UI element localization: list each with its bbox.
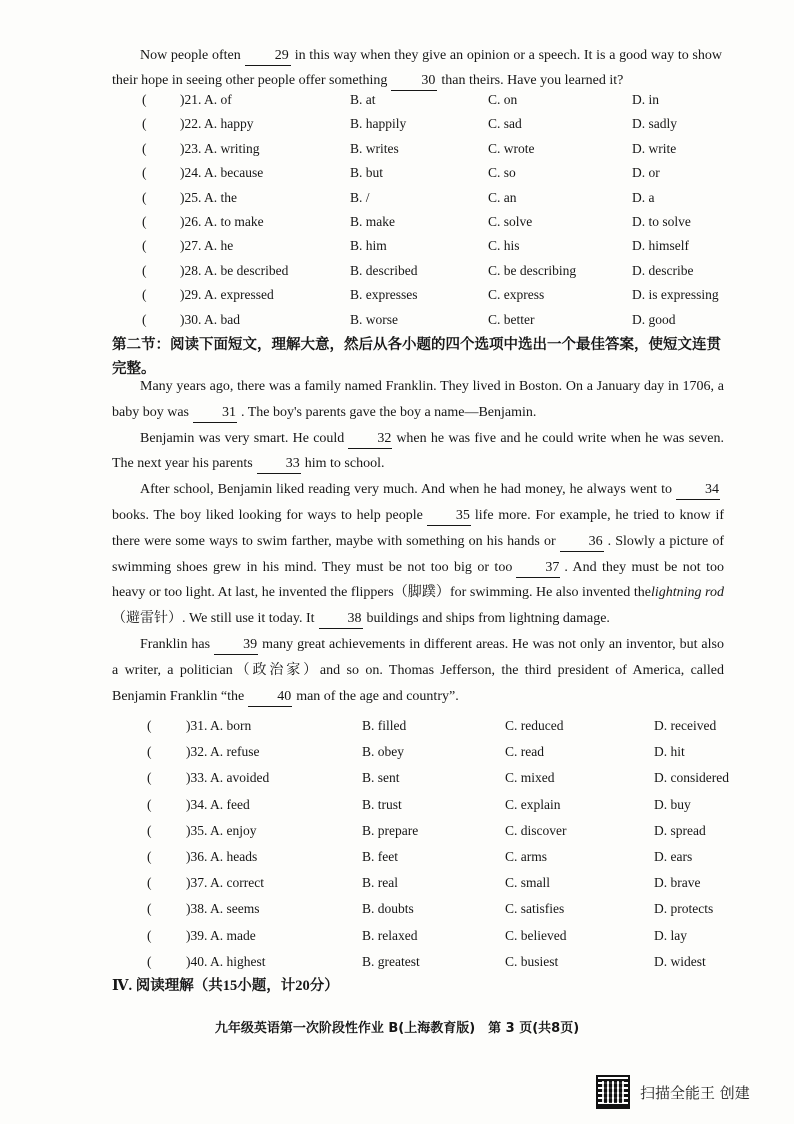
option-d: D. lay bbox=[654, 927, 687, 943]
question-number-option-a: )30. A. bad bbox=[180, 311, 240, 327]
passage2-paragraph-3: After school, Benjamin liked reading very much. And when he had money, he always went to 34books. The boy liked looking for ways to help people 35 life more. For example, he tried to know if there were some ways to swim farther, maybe with something on his hands or 36 . Slowly a picture of swimming shoes grew in his mind. They must be not too big or too 37 . And they must be not too heavy or too light. At last, he invented the flippers（脚蹼）for swimming. He also invented thelightning rod（避雷针）. We still use it today. It 38 buildings and ships from lightning damage. bbox=[112, 477, 724, 632]
passage2-paragraph-1: Many years ago, there was a family named Franklin. They lived in Boston. On a January day in 1706, a baby boy was 31 . The boy's parents gave the boy a name—Benjamin. bbox=[112, 374, 724, 426]
option-c: C. an bbox=[488, 189, 517, 205]
answer-bracket[interactable]: ( bbox=[147, 744, 152, 760]
question-row bbox=[0, 741, 794, 763]
answer-bracket[interactable]: ( bbox=[147, 953, 152, 969]
option-c: C. his bbox=[488, 238, 520, 254]
option-d: D. buy bbox=[654, 796, 691, 812]
passage2-paragraph-2: Benjamin was very smart. He could 32 when he was five and he could write when he was seven. The next year his parents 33 him to school. bbox=[112, 426, 724, 478]
question-number-option-a: )24. A. because bbox=[180, 165, 264, 181]
option-c: C. explain bbox=[505, 796, 561, 812]
blank-31: 31 bbox=[193, 404, 237, 423]
answer-bracket[interactable]: ( bbox=[147, 927, 152, 943]
section2-heading: 第二节：阅读下面短文，理解大意，然后从各小题的四个选项中选出一个最佳答案，使短文连贯完整。 bbox=[112, 337, 721, 377]
question-number-option-a: )32. A. refuse bbox=[186, 744, 260, 760]
option-b: B. at bbox=[350, 92, 376, 107]
option-b: B. happily bbox=[350, 116, 407, 132]
option-d: D. to solve bbox=[632, 214, 691, 229]
blank-38: 38 bbox=[319, 610, 363, 629]
option-d: D. good bbox=[632, 311, 676, 327]
blank-33: 33 bbox=[257, 455, 301, 474]
option-c: C. express bbox=[488, 287, 545, 303]
option-b: B. expresses bbox=[350, 287, 418, 303]
option-b: B. described bbox=[350, 262, 418, 278]
question-number-option-a: )33. A. avoided bbox=[186, 770, 270, 786]
passage1-ending: Now people often 29 in this way when they give an opinion or a speech. It is a good way to show their hope in seeing other people offer something 30 than theirs. Have you learned it? bbox=[112, 44, 722, 93]
question-number-option-a: )36. A. heads bbox=[186, 849, 258, 864]
option-d: D. brave bbox=[654, 875, 701, 891]
option-d: D. sadly bbox=[632, 116, 677, 132]
option-c: C. better bbox=[488, 311, 535, 327]
option-d: D. widest bbox=[654, 953, 706, 969]
option-c: C. reduced bbox=[505, 718, 564, 733]
page-footer: 九年级英语第一次阶段性作业 B(上海教育版) 第 3 页(共8页) bbox=[214, 1021, 580, 1036]
question-row bbox=[0, 162, 794, 184]
question-number-option-a: )39. A. made bbox=[186, 927, 256, 943]
answer-bracket[interactable]: ( bbox=[142, 189, 147, 205]
option-b: B. feet bbox=[362, 849, 398, 864]
option-b: B. obey bbox=[362, 744, 404, 760]
section4-heading: Ⅳ. 阅读理解（共15小题，计20分） bbox=[112, 978, 339, 994]
question-row bbox=[0, 794, 794, 816]
question-row bbox=[0, 820, 794, 842]
option-b: B. make bbox=[350, 214, 395, 229]
blank-34: 34 bbox=[676, 481, 720, 500]
question-row bbox=[0, 187, 794, 209]
blank-35: 35 bbox=[427, 507, 471, 526]
option-c: C. wrote bbox=[488, 140, 535, 156]
option-b: B. but bbox=[350, 165, 384, 181]
option-b: B. writes bbox=[350, 140, 399, 156]
option-d: D. in bbox=[632, 92, 659, 107]
answer-bracket[interactable]: ( bbox=[147, 770, 152, 786]
blank-32: 32 bbox=[348, 430, 392, 449]
option-d: D. himself bbox=[632, 238, 689, 254]
blank-30: 30 bbox=[391, 72, 437, 91]
scanner-watermark bbox=[596, 1074, 750, 1110]
question-number-option-a: )37. A. correct bbox=[186, 875, 264, 891]
option-b: B. sent bbox=[362, 770, 400, 786]
option-c: C. discover bbox=[505, 822, 567, 838]
option-c: C. mixed bbox=[505, 770, 555, 786]
question-row bbox=[0, 951, 794, 973]
option-d: D. received bbox=[654, 718, 717, 733]
question-row bbox=[0, 211, 794, 233]
question-number-option-a: )26. A. to make bbox=[180, 214, 264, 229]
option-b: B. relaxed bbox=[362, 927, 418, 943]
option-c: C. satisfies bbox=[505, 901, 565, 917]
answer-bracket[interactable]: ( bbox=[142, 165, 147, 181]
option-d: D. spread bbox=[654, 822, 706, 838]
answer-bracket[interactable]: ( bbox=[147, 822, 152, 838]
question-row bbox=[0, 284, 794, 306]
question-row bbox=[0, 925, 794, 947]
option-b: B. him bbox=[350, 238, 387, 254]
option-d: D. a bbox=[632, 189, 655, 205]
option-b: B. worse bbox=[350, 311, 398, 327]
question-row bbox=[0, 715, 794, 737]
question-number-option-a: )22. A. happy bbox=[180, 116, 254, 132]
answer-bracket[interactable]: ( bbox=[147, 849, 152, 864]
option-d: D. or bbox=[632, 165, 660, 181]
question-number-option-a: )21. A. of bbox=[180, 92, 232, 107]
question-number-option-a: )25. A. the bbox=[180, 189, 237, 205]
option-d: D. write bbox=[632, 140, 677, 156]
option-c: C. busiest bbox=[505, 953, 559, 969]
question-row bbox=[0, 767, 794, 789]
answer-bracket[interactable]: ( bbox=[142, 238, 147, 254]
blank-40: 40 bbox=[248, 688, 292, 707]
option-c: C. read bbox=[505, 744, 544, 760]
question-number-option-a: )35. A. enjoy bbox=[186, 822, 257, 838]
option-c: C. arms bbox=[505, 849, 547, 864]
question-number-option-a: )28. A. be described bbox=[180, 262, 289, 278]
option-c: C. solve bbox=[488, 214, 533, 229]
option-d: D. ears bbox=[654, 849, 693, 864]
question-row bbox=[0, 898, 794, 920]
answer-bracket[interactable]: ( bbox=[142, 116, 147, 132]
option-b: B. prepare bbox=[362, 822, 419, 838]
option-d: D. describe bbox=[632, 262, 694, 278]
answer-bracket[interactable]: ( bbox=[147, 796, 152, 812]
answer-bracket[interactable]: ( bbox=[142, 262, 147, 278]
answer-bracket[interactable]: ( bbox=[147, 901, 152, 917]
option-d: D. is expressing bbox=[632, 287, 719, 303]
question-number-option-a: )27. A. he bbox=[180, 238, 234, 254]
question-number-option-a: )38. A. seems bbox=[186, 901, 260, 917]
blank-36: 36 bbox=[560, 533, 604, 552]
answer-bracket[interactable]: ( bbox=[147, 718, 152, 733]
answer-bracket[interactable]: ( bbox=[142, 92, 147, 107]
option-b: B. real bbox=[362, 875, 398, 891]
option-c: C. be describing bbox=[488, 262, 577, 278]
option-b: B. trust bbox=[362, 796, 402, 812]
answer-bracket[interactable]: ( bbox=[147, 875, 152, 891]
question-row bbox=[0, 89, 794, 111]
option-c: C. on bbox=[488, 92, 518, 107]
option-d: D. hit bbox=[654, 744, 685, 760]
question-row bbox=[0, 260, 794, 282]
option-c: C. so bbox=[488, 165, 516, 181]
blank-39: 39 bbox=[214, 636, 258, 655]
option-b: B. greatest bbox=[362, 953, 420, 969]
passage2-paragraph-4: Franklin has 39 many great achievements in different areas. He was not only an inventor, but also a writer, a politician（政治家）and so on. Thomas Jefferson, the third president of America, called Benjamin Franklin “the 40 man of the age and country”. bbox=[112, 632, 724, 709]
question-row bbox=[0, 846, 794, 868]
question-number-option-a: )34. A. feed bbox=[186, 796, 250, 812]
qr-code-icon bbox=[596, 1075, 630, 1109]
option-c: C. believed bbox=[505, 927, 567, 943]
option-d: D. considered bbox=[654, 770, 729, 786]
option-d: D. protects bbox=[654, 901, 714, 917]
answer-bracket[interactable]: ( bbox=[142, 140, 147, 156]
option-b: B. / bbox=[350, 189, 370, 205]
option-b: B. doubts bbox=[362, 901, 414, 917]
passage2 bbox=[112, 374, 724, 709]
question-number-option-a: )29. A. expressed bbox=[180, 287, 274, 303]
option-c: C. small bbox=[505, 875, 551, 891]
question-row bbox=[0, 138, 794, 160]
blank-37: 37 bbox=[516, 559, 560, 578]
question-number-option-a: )40. A. highest bbox=[186, 953, 266, 969]
option-c: C. sad bbox=[488, 116, 522, 132]
answer-bracket[interactable]: ( bbox=[142, 287, 147, 303]
answer-bracket[interactable]: ( bbox=[142, 311, 147, 327]
question-row bbox=[0, 113, 794, 135]
answer-bracket[interactable]: ( bbox=[142, 214, 147, 229]
question-number-option-a: )23. A. writing bbox=[180, 140, 260, 156]
question-row bbox=[0, 235, 794, 257]
question-number-option-a: )31. A. born bbox=[186, 718, 252, 733]
option-b: B. filled bbox=[362, 718, 407, 733]
question-row bbox=[0, 309, 794, 331]
question-row bbox=[0, 872, 794, 894]
blank-29: 29 bbox=[245, 47, 291, 66]
watermark-text: 扫描全能王 创建 bbox=[640, 1083, 750, 1102]
